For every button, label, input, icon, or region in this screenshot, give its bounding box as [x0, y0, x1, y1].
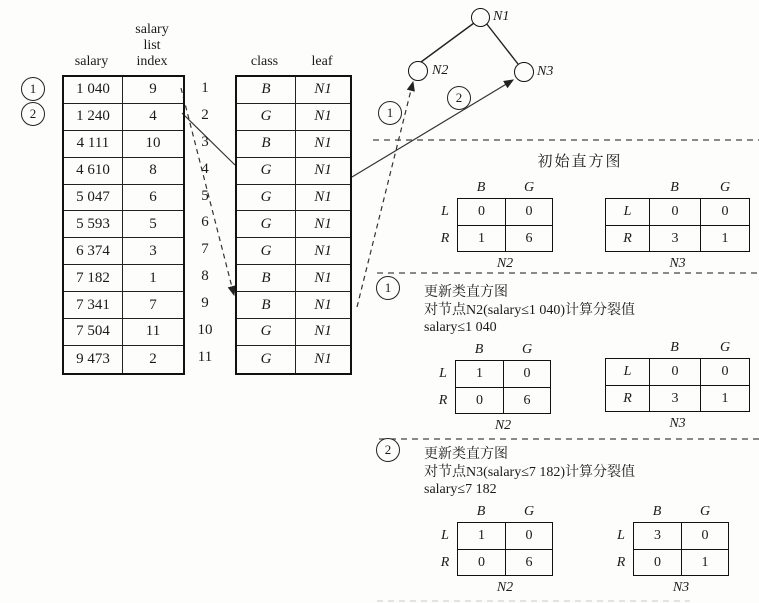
hist-cell: 0: [457, 549, 505, 576]
class-value: G: [237, 319, 296, 346]
histogram-update1-n2: [431, 341, 551, 434]
salary-value: 5 593: [64, 211, 123, 238]
hist-cell: 0: [457, 198, 505, 225]
index-value: 3: [123, 238, 183, 265]
salary-value: 7 341: [64, 292, 123, 319]
col-header-b: B: [652, 504, 662, 519]
tree-node-n3-label: N3: [537, 64, 554, 79]
row-label-l: L: [617, 527, 625, 543]
row-marker-1-label: 1: [29, 81, 37, 96]
row-label-r: R: [605, 385, 649, 412]
hist-cell: 0: [503, 360, 551, 387]
initial-histogram-title: 初始直方图: [537, 154, 623, 170]
class-value: B: [237, 77, 296, 104]
hist-cell: 0: [505, 522, 553, 549]
leaf-value: N1: [296, 185, 350, 212]
row-marker-2: [21, 102, 45, 126]
col-header-b: B: [476, 180, 486, 195]
histogram-update1-n3: [605, 339, 750, 432]
arrow-marker-2-label: 2: [455, 90, 463, 105]
col-header-g: G: [719, 180, 731, 195]
leaf-value: N1: [296, 319, 350, 346]
row-number: 3: [201, 133, 209, 150]
col-header-g: G: [523, 504, 535, 519]
salary-value: 4 111: [64, 131, 123, 158]
tree-node-n2-label: N2: [432, 63, 449, 78]
hist-cell: 0: [649, 198, 700, 225]
section1-line2: 对节点N2(salary≤1 040)计算分裂值: [424, 302, 636, 318]
header-line: index: [136, 54, 168, 69]
row-label-l: L: [441, 527, 449, 543]
hist-node-label: N2: [496, 256, 514, 271]
hist-node-label: N3: [669, 416, 686, 431]
col-header-g: G: [523, 180, 535, 195]
col-header-b: B: [670, 180, 679, 195]
index-value: 11: [123, 319, 183, 346]
class-value: B: [237, 131, 296, 158]
hist-cell: 0: [633, 549, 681, 576]
hist-cell: 0: [700, 198, 750, 225]
hist-cell: 1: [457, 522, 505, 549]
section2-marker-label: 2: [384, 442, 392, 457]
salary-list-table: [62, 75, 185, 375]
tree-node-n1: [471, 8, 490, 27]
leaf-value: N1: [296, 77, 350, 104]
index-value: 4: [123, 104, 183, 131]
header-line: salary: [135, 22, 169, 37]
section1-line1: 更新类直方图: [424, 285, 508, 300]
tree-node-n2: [408, 61, 428, 81]
hist-cell: 3: [633, 522, 681, 549]
hist-cell: 0: [649, 358, 700, 385]
tree-edge-n1-n3: [486, 23, 518, 64]
row-number: 8: [201, 268, 209, 285]
row-marker-1: [21, 77, 45, 101]
salary-value: 7 504: [64, 319, 123, 346]
row-label-r: R: [440, 230, 450, 246]
hist-cell: 6: [505, 549, 553, 576]
leaf-value: N1: [296, 131, 350, 158]
salary-value: 1 240: [64, 104, 123, 131]
tree-edge-n1-n2: [421, 23, 474, 62]
col-header-b: B: [476, 504, 486, 519]
tree-node-n1-label: N1: [493, 9, 510, 24]
hist-node-label: N3: [672, 580, 690, 595]
col-header-g: G: [699, 504, 711, 519]
index-value: 10: [123, 131, 183, 158]
hist-cell: 1: [700, 225, 750, 252]
class-list-table: [235, 75, 352, 375]
row-label-r: R: [605, 225, 649, 252]
histogram-update2-n3: [609, 503, 729, 596]
row-label-l: L: [439, 365, 447, 381]
hist-cell: 6: [503, 387, 551, 414]
leaf-value: N1: [296, 292, 350, 319]
index-value: 5: [123, 211, 183, 238]
row-number: 9: [201, 295, 209, 312]
section1-marker: [376, 276, 400, 300]
salary-value: 6 374: [64, 238, 123, 265]
row-label-l: L: [605, 358, 649, 385]
class-value: G: [237, 238, 296, 265]
salary-value: 9 473: [64, 346, 123, 373]
leaf-value: N1: [296, 104, 350, 131]
section2-text: [424, 446, 754, 499]
leaf-value: N1: [296, 238, 350, 265]
class-value: G: [237, 346, 296, 373]
leaf-value: N1: [296, 265, 350, 292]
class-value: B: [237, 265, 296, 292]
section1-line3: salary≤1 040: [424, 320, 497, 335]
leaf-value: N1: [296, 158, 350, 185]
update-arrow-to-n3: [352, 80, 513, 177]
row-label-r: R: [440, 554, 450, 570]
row-number: 11: [197, 348, 213, 365]
salary-value: 7 182: [64, 265, 123, 292]
row-number: 5: [201, 187, 209, 204]
histogram-initial-n2: [433, 179, 553, 272]
section2-marker: [376, 438, 400, 462]
hist-cell: 1: [455, 360, 503, 387]
row-label-r: R: [616, 554, 626, 570]
section2-line1: 更新类直方图: [424, 447, 508, 462]
hist-cell: 3: [649, 225, 700, 252]
row-number: 6: [201, 214, 209, 231]
hist-cell: 0: [700, 358, 750, 385]
section2-line2: 对节点N3(salary≤7 182)计算分裂值: [424, 464, 636, 480]
col-header-b: B: [670, 340, 679, 355]
index-value: 1: [123, 265, 183, 292]
class-value: B: [237, 292, 296, 319]
row-number: 10: [197, 321, 213, 338]
leaf-value: N1: [314, 350, 332, 367]
col-header-b: B: [474, 342, 484, 357]
index-value: 6: [123, 185, 183, 212]
index-value: 8: [123, 158, 183, 185]
leaf-column-header: leaf: [311, 54, 333, 69]
class-value: G: [237, 104, 296, 131]
row-number: 1: [201, 79, 209, 96]
row-number: 4: [201, 160, 209, 177]
tree-node-n3: [514, 62, 534, 82]
class-column-header: class: [250, 54, 279, 69]
arrow-marker-1-label: 1: [386, 105, 394, 120]
index-value: 2: [149, 350, 157, 367]
row-number: 7: [201, 241, 209, 258]
hist-node-label: N3: [669, 256, 686, 271]
hist-node-label: N2: [496, 580, 514, 595]
index-value: 9: [123, 77, 183, 104]
salary-column-header: salary: [74, 54, 109, 69]
hist-cell: 0: [455, 387, 503, 414]
arrow-marker-2: [447, 86, 471, 110]
row-label-l: L: [605, 198, 649, 225]
histogram-update2-n2: [433, 503, 553, 596]
salary-value: 1 040: [64, 77, 123, 104]
hist-cell: 6: [505, 225, 553, 252]
row-label-l: L: [441, 203, 449, 219]
section2-line3: salary≤7 182: [424, 482, 497, 497]
col-header-g: G: [719, 340, 731, 355]
hist-cell: 1: [681, 549, 729, 576]
salary-value: 4 610: [64, 158, 123, 185]
hist-cell: 1: [700, 385, 750, 412]
hist-cell: 0: [681, 522, 729, 549]
histogram-initial-n3: [605, 179, 750, 272]
hist-cell: 3: [649, 385, 700, 412]
row-number-rail: [191, 75, 219, 371]
arrow-marker-1: [378, 101, 402, 125]
hist-node-label: N2: [494, 418, 512, 433]
index-value: 7: [123, 292, 183, 319]
salary-value: 5 047: [64, 185, 123, 212]
class-value: G: [237, 185, 296, 212]
salary-list-index-column-header: [121, 22, 183, 70]
row-label-r: R: [438, 392, 448, 408]
leaf-value: N1: [296, 211, 350, 238]
section1-marker-label: 1: [384, 280, 392, 295]
class-value: G: [237, 211, 296, 238]
class-value: G: [237, 158, 296, 185]
header-line: list: [143, 38, 161, 53]
col-header-g: G: [521, 342, 533, 357]
hist-cell: 1: [457, 225, 505, 252]
row-marker-2-label: 2: [29, 106, 37, 121]
hist-cell: 0: [505, 198, 553, 225]
row-number: 2: [201, 106, 209, 123]
section1-text: [424, 284, 754, 337]
